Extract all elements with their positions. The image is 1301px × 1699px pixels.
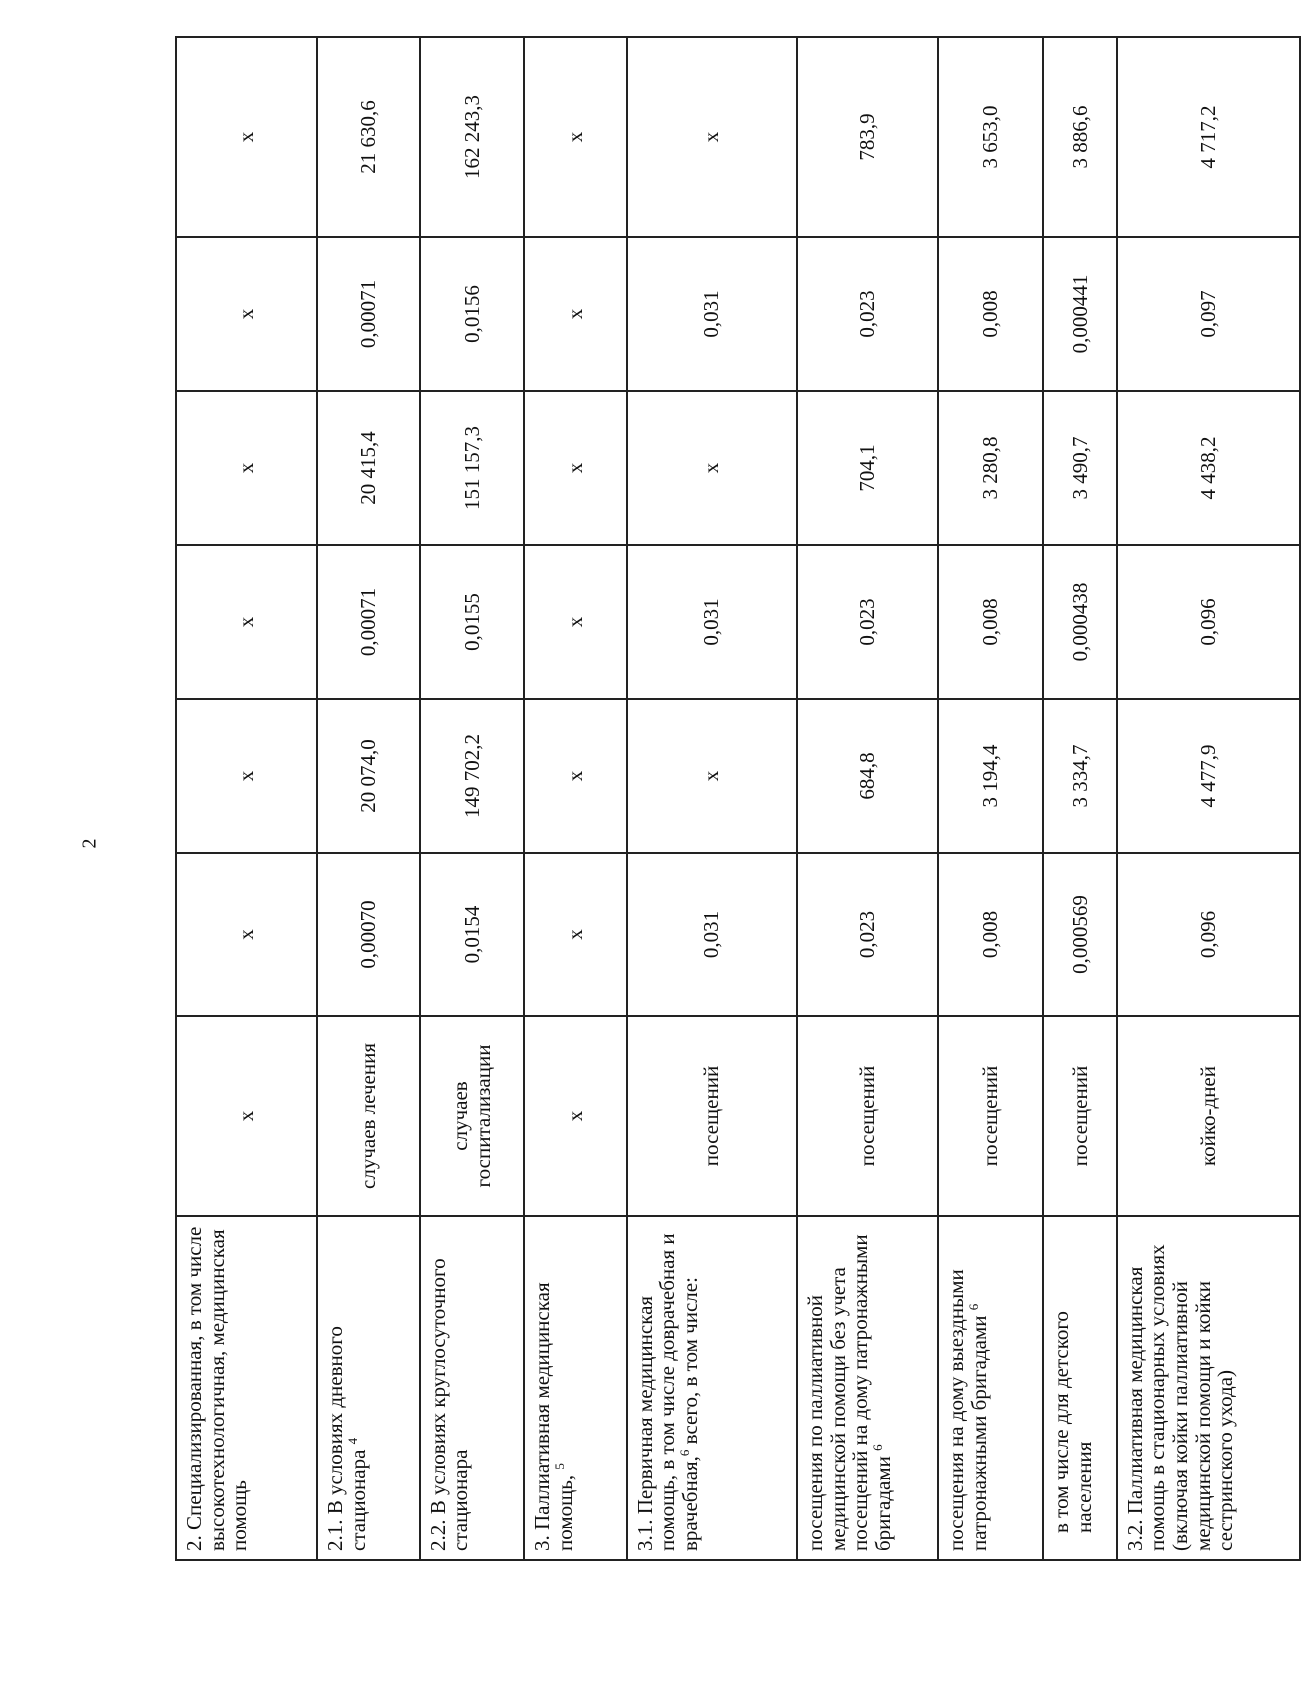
cell-value: 0,096: [1117, 545, 1300, 699]
row-name: 3. Паллиативная медицинская помощь, $^5$: [524, 1216, 626, 1560]
cell-value: х: [176, 37, 317, 237]
cell-value: х: [524, 391, 626, 545]
row-name: посещения на дому выездными патронажными бригадами $^6$: [938, 1216, 1043, 1560]
cell-value: х: [176, 391, 317, 545]
row-unit: посещений: [797, 1016, 938, 1216]
cell-value: 783,9: [797, 37, 938, 237]
cell-value: х: [627, 391, 797, 545]
cell-value: 0,097: [1117, 237, 1300, 391]
row-name: 2.1. В условиях дневного стационара $^4$: [317, 1216, 419, 1560]
table-row: [797, 37, 938, 1560]
cell-value: х: [627, 699, 797, 853]
table-row: [627, 37, 797, 1560]
table-container: [175, 38, 1301, 1561]
row-name: в том числе для детского населения: [1043, 1216, 1116, 1560]
footnote-mark: 6: [966, 1303, 982, 1311]
cell-value: 3 886,6: [1043, 37, 1116, 237]
cell-value: 0,00071: [317, 237, 419, 391]
cell-value: 0,000441: [1043, 237, 1116, 391]
cell-value: 149 702,2: [420, 699, 525, 853]
cell-value: 20 074,0: [317, 699, 419, 853]
cell-value: 0,008: [938, 853, 1043, 1016]
footnote-mark: 4: [345, 1437, 361, 1445]
cell-value: 21 630,6: [317, 37, 419, 237]
cell-value: 0,00070: [317, 853, 419, 1016]
cell-value: 3 194,4: [938, 699, 1043, 853]
cell-value: 684,8: [797, 699, 938, 853]
row-name: посещения по паллиативной медицинской помощи без учета посещений на дому патронажными бригадами $^6$: [797, 1216, 938, 1560]
cell-value: 0,023: [797, 545, 938, 699]
cell-value: 20 415,4: [317, 391, 419, 545]
cell-value: 4 438,2: [1117, 391, 1300, 545]
row-unit: посещений: [938, 1016, 1043, 1216]
row-name: 2.2. В условиях круглосуточного стационара: [420, 1216, 525, 1560]
table-row: [420, 37, 525, 1560]
table-row: [938, 37, 1043, 1560]
rotated-table-wrap: [175, 38, 1301, 1561]
table-row: [176, 37, 317, 1560]
cell-value: 3 490,7: [1043, 391, 1116, 545]
footnote-mark: 5: [552, 1463, 568, 1470]
cell-value: х: [524, 237, 626, 391]
cell-value: 0,0156: [420, 237, 525, 391]
row-unit: койко-дней: [1117, 1016, 1300, 1216]
row-unit: случаев лечения: [317, 1016, 419, 1216]
cell-value: х: [524, 699, 626, 853]
table-row: [1043, 37, 1116, 1560]
cell-value: 0,00071: [317, 545, 419, 699]
cell-value: 0,096: [1117, 853, 1300, 1016]
row-unit: х: [524, 1016, 626, 1216]
cell-value: 4 477,9: [1117, 699, 1300, 853]
cell-value: 151 157,3: [420, 391, 525, 545]
cell-value: 4 717,2: [1117, 37, 1300, 237]
row-name: 3.2. Паллиативная медицинская помощь в стационарных условиях (включая койки паллиативной медицинской помощи и койки сестринского ухода): [1117, 1216, 1300, 1560]
row-unit: х: [176, 1016, 317, 1216]
cell-value: 3 334,7: [1043, 699, 1116, 853]
row-unit: случаев госпитализации: [420, 1016, 525, 1216]
cell-value: 0,023: [797, 853, 938, 1016]
cell-value: х: [176, 545, 317, 699]
cell-value: 3 653,0: [938, 37, 1043, 237]
cell-value: 162 243,3: [420, 37, 525, 237]
cell-value: 0,0155: [420, 545, 525, 699]
cell-value: х: [524, 853, 626, 1016]
footnote-mark: 6: [869, 1444, 885, 1451]
cell-value: 0,008: [938, 237, 1043, 391]
row-unit: посещений: [627, 1016, 797, 1216]
cell-value: 0,031: [627, 853, 797, 1016]
footnote-mark: 6: [676, 1449, 692, 1457]
cell-value: 0,031: [627, 545, 797, 699]
cell-value: х: [176, 699, 317, 853]
cell-value: 704,1: [797, 391, 938, 545]
cell-value: 0,008: [938, 545, 1043, 699]
row-name: 2. Специализированная, в том числе высокотехнологичная, медицинская помощь: [176, 1216, 317, 1560]
cell-value: 0,000569: [1043, 853, 1116, 1016]
cell-value: х: [176, 853, 317, 1016]
cell-value: х: [627, 37, 797, 237]
row-name: 3.1. Первичная медицинская помощь, в том числе доврачебная и врачебная,$^6$ всего, в том числе:: [627, 1216, 797, 1560]
cell-value: х: [524, 545, 626, 699]
cell-value: 0,0154: [420, 853, 525, 1016]
cell-value: 3 280,8: [938, 391, 1043, 545]
volumes-table: [175, 36, 1301, 1561]
row-unit: посещений: [1043, 1016, 1116, 1216]
cell-value: х: [176, 237, 317, 391]
cell-value: 0,031: [627, 237, 797, 391]
cell-value: х: [524, 37, 626, 237]
cell-value: 0,023: [797, 237, 938, 391]
table-row: [317, 37, 419, 1560]
cell-value: 0,000438: [1043, 545, 1116, 699]
page-number: 2: [78, 838, 101, 849]
table-row: [1117, 37, 1300, 1560]
table-row: [524, 37, 626, 1560]
